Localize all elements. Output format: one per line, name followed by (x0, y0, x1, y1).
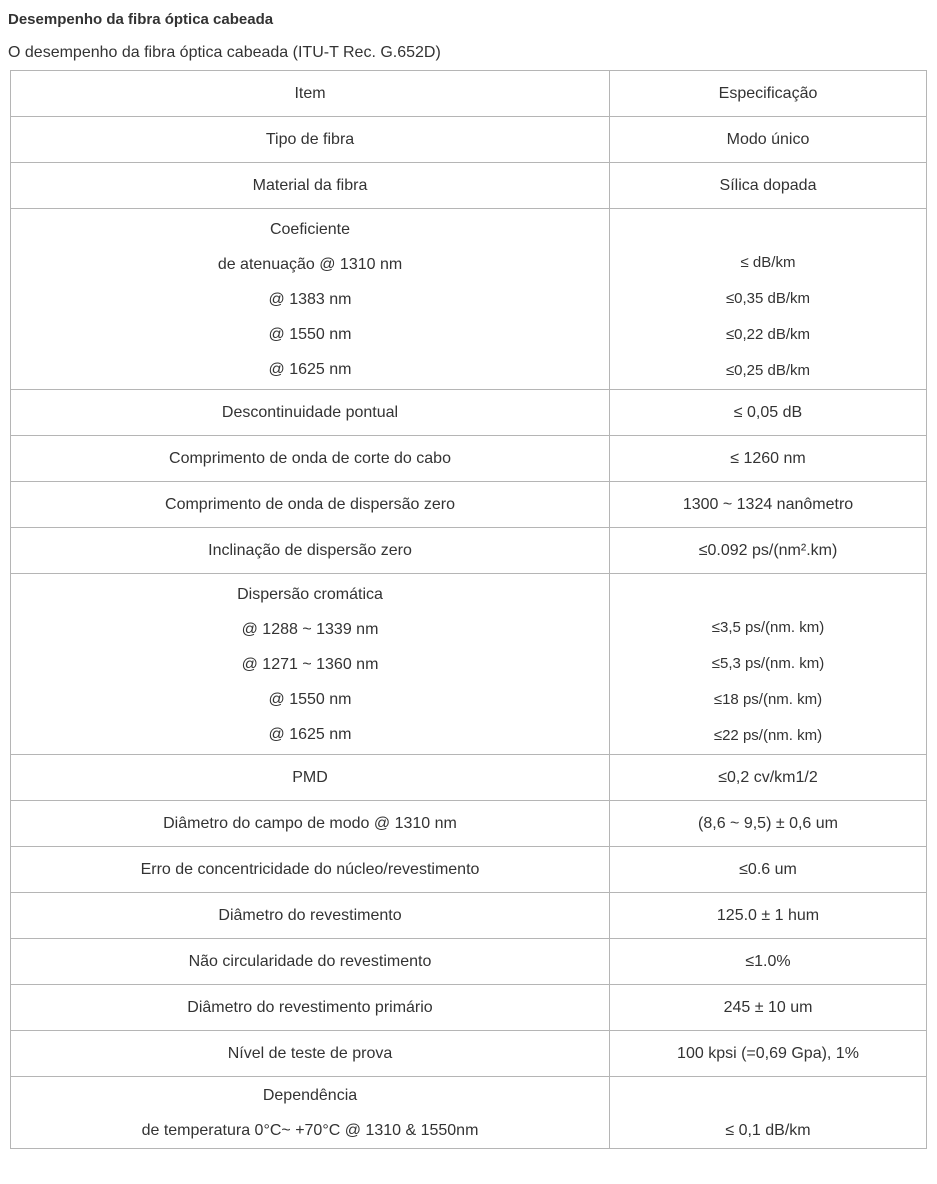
item-text: Dispersão cromática (237, 585, 383, 603)
table-row (11, 985, 927, 1031)
spec-text: ≤0.6 um (739, 861, 797, 878)
spec-text: ≤5,3 ps/(nm. km) (711, 655, 825, 672)
table-row (11, 1031, 927, 1077)
spec-text: ≤0,22 dB/km (725, 326, 811, 343)
item-text: de atenuação @ 1310 nm (217, 255, 403, 273)
item-text: @ 1383 nm (268, 290, 352, 308)
item-cell (11, 436, 610, 482)
spec-text: ≤3,5 ps/(nm. km) (711, 619, 825, 636)
spec-text: ≤ dB/km (740, 254, 796, 271)
item-text: @ 1271 ~ 1360 nm (241, 655, 379, 673)
spec-cell (610, 893, 927, 939)
table-row (11, 755, 927, 801)
spec-cell (610, 528, 927, 574)
item-cell (11, 939, 610, 985)
item-cell (11, 1077, 610, 1149)
item-text: Erro de concentricidade do núcleo/revestimento (140, 861, 480, 878)
spec-cell (610, 985, 927, 1031)
spec-text: ≤22 ps/(nm. km) (713, 727, 823, 744)
table-row (11, 163, 927, 209)
item-text: @ 1625 nm (268, 725, 352, 743)
item-text: Tipo de fibra (265, 131, 355, 148)
header-spec: Especificação (610, 71, 927, 117)
spec-text: ≤1.0% (745, 953, 791, 970)
spec-text: ≤ 0,05 dB (733, 404, 803, 421)
spec-cell (610, 117, 927, 163)
item-text: Coeficiente (269, 220, 351, 238)
item-cell (11, 117, 610, 163)
item-text: Descontinuidade pontual (221, 404, 399, 421)
spec-cell (610, 574, 927, 755)
item-cell (11, 390, 610, 436)
fiber-performance-table (10, 70, 927, 1149)
item-cell (11, 1031, 610, 1077)
spec-text: (8,6 ~ 9,5) ± 0,6 um (698, 815, 838, 832)
item-text: Comprimento de onda de corte do cabo (169, 450, 451, 467)
item-cell (11, 801, 610, 847)
item-text: Diâmetro do campo de modo @ 1310 nm (163, 815, 457, 832)
table-row (11, 209, 927, 390)
item-cell (11, 209, 610, 390)
spec-text: 125.0 ± 1 hum (716, 907, 820, 924)
spec-text: ≤ 1260 nm (730, 450, 806, 467)
item-text: Diâmetro do revestimento (218, 907, 402, 924)
spec-text: 1300 ~ 1324 nanômetro (682, 496, 854, 513)
spec-spacer (610, 209, 926, 245)
table-row (11, 574, 927, 755)
section-subtitle: O desempenho da fibra óptica cabeada (ITU-T Rec. G.652D) (8, 44, 441, 61)
table-row (11, 847, 927, 893)
spec-cell (610, 801, 927, 847)
spec-text: ≤0.092 ps/(nm².km) (698, 542, 838, 559)
spec-cell (610, 847, 927, 893)
item-text: Dependência (262, 1086, 358, 1104)
spec-cell (610, 755, 927, 801)
table-row (11, 1077, 927, 1149)
item-cell (11, 574, 610, 755)
spec-spacer (610, 574, 926, 610)
spec-text: ≤ 0,1 dB/km (725, 1122, 811, 1139)
item-cell (11, 893, 610, 939)
table-row (11, 117, 927, 163)
spec-text: ≤0,35 dB/km (725, 290, 811, 307)
table-row (11, 801, 927, 847)
item-text: @ 1625 nm (268, 360, 352, 378)
spec-text: Modo único (726, 131, 810, 148)
item-cell (11, 985, 610, 1031)
spec-cell (610, 1031, 927, 1077)
table-row (11, 436, 927, 482)
item-cell (11, 755, 610, 801)
spec-cell (610, 482, 927, 528)
spec-text: ≤0,25 dB/km (725, 362, 811, 379)
item-text: de temperatura 0°C~ +70°C @ 1310 & 1550nm (141, 1121, 479, 1139)
item-cell (11, 847, 610, 893)
spec-cell (610, 163, 927, 209)
table-row (11, 528, 927, 574)
item-text: Comprimento de onda de dispersão zero (165, 496, 455, 513)
spec-text: Sílica dopada (719, 177, 817, 194)
spec-cell (610, 939, 927, 985)
item-text: @ 1288 ~ 1339 nm (241, 620, 379, 638)
table-header-row (11, 71, 927, 117)
item-text: Nível de teste de prova (227, 1045, 393, 1062)
item-text: Inclinação de dispersão zero (208, 542, 412, 559)
item-cell (11, 163, 610, 209)
spec-text: 245 ± 10 um (723, 999, 813, 1016)
item-text: Material da fibra (252, 177, 368, 194)
spec-text: 100 kpsi (=0,69 Gpa), 1% (677, 1045, 859, 1062)
spec-cell (610, 436, 927, 482)
item-text: @ 1550 nm (268, 325, 352, 343)
table-row (11, 482, 927, 528)
item-text: @ 1550 nm (268, 690, 352, 708)
table-row (11, 390, 927, 436)
spec-cell (610, 1077, 927, 1149)
item-text: Diâmetro do revestimento primário (187, 999, 433, 1016)
item-text: Não circularidade do revestimento (188, 953, 432, 970)
table-row (11, 939, 927, 985)
spec-text: ≤0,2 cv/km1/2 (718, 769, 818, 786)
spec-cell (610, 209, 927, 390)
spec-cell (610, 390, 927, 436)
item-cell (11, 528, 610, 574)
spec-spacer (610, 1077, 926, 1113)
spec-text: ≤18 ps/(nm. km) (713, 691, 823, 708)
item-text: PMD (292, 769, 328, 786)
table-row (11, 893, 927, 939)
header-item: Item (11, 71, 610, 117)
item-cell (11, 482, 610, 528)
section-heading: Desempenho da fibra óptica cabeada (8, 11, 274, 28)
